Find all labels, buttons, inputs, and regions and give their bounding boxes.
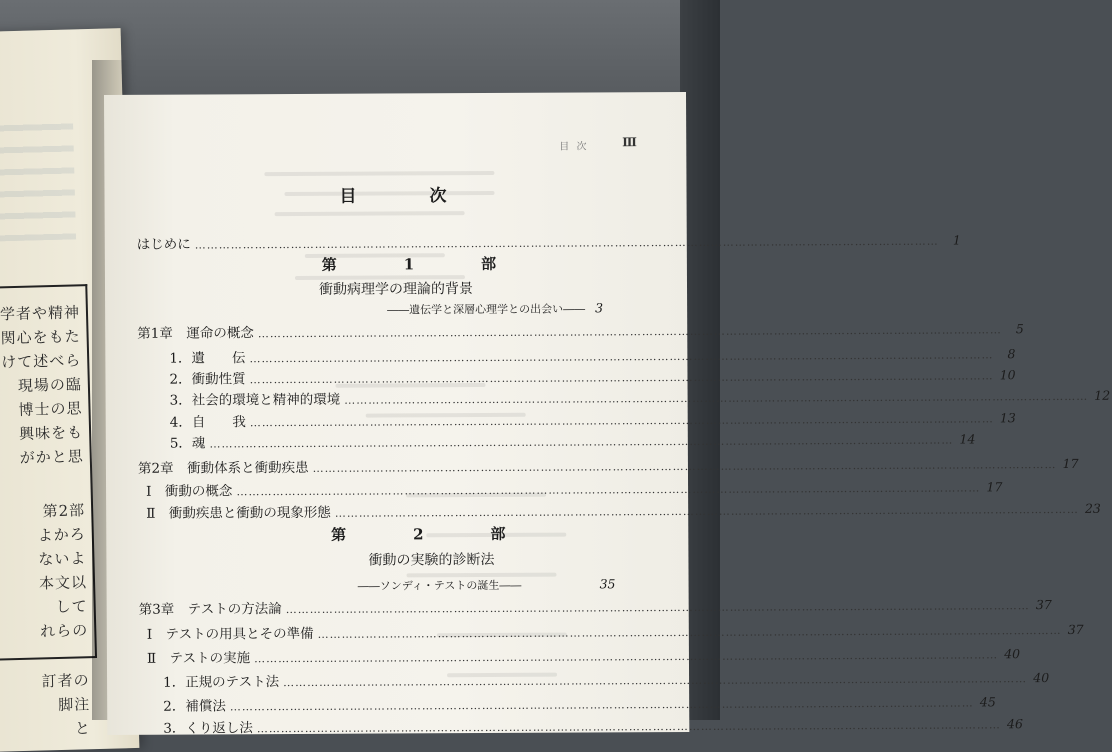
toc-entry-page: 35	[599, 576, 616, 592]
toc-entry-section	[146, 499, 1101, 522]
leader-dots: ……………………………………………………………………………………………………………………………………………………………………	[283, 672, 1028, 690]
left-text-line: 本文以	[38, 573, 88, 593]
toc-entry-section	[169, 386, 1111, 409]
toc-entry-label: 1．正規のテスト法	[163, 674, 280, 691]
toc-entry-page: 8	[1007, 346, 1016, 362]
leader-dots: ……………………………………………………………………………………………………………………………………………………………………	[344, 389, 1089, 407]
toc-entry-section	[169, 429, 976, 452]
toc-entry-page: 14	[959, 431, 976, 447]
toc-entry-page: 23	[1084, 500, 1101, 516]
toc-page	[104, 92, 1111, 737]
toc-entry-label: Ⅱ 衝動疾患と衝動の現象形態	[146, 504, 331, 522]
toc-entry-chapter	[137, 319, 1024, 342]
left-text-line: 第2部	[42, 501, 86, 521]
left-text-line: ないよ	[38, 549, 87, 569]
toc-entry-page: 13	[999, 410, 1016, 426]
toc-entry-label: 第2章 衝動体系と衝動疾患	[137, 459, 309, 477]
part-heading: 第 1 部	[321, 254, 523, 274]
toc-entry-label: 5．魂	[169, 435, 206, 452]
toc-entry-chapter	[138, 595, 1052, 618]
leader-dots: ……………………………………………………………………………………………………………………………………………………………………	[229, 696, 974, 714]
toc-entry-page: 17	[1062, 455, 1079, 471]
toc-entry-page: 10	[999, 367, 1016, 383]
part-title: 衝動病理学の理論的背景	[318, 281, 474, 298]
toc-entry-section	[163, 714, 1023, 737]
left-text-line: 興味をも	[18, 423, 84, 443]
leader-dots: ……………………………………………………………………………………………………………………………………………………………………	[249, 412, 994, 430]
toc-title: 目 次	[339, 186, 475, 207]
leader-dots: ……………………………………………………………………………………………………………………………………………………………………	[249, 369, 994, 387]
bleed-through-text	[264, 171, 494, 176]
leader-dots: ……………………………………………………………………………………………………………………………………………………………………	[209, 433, 954, 451]
leader-dots: ……………………………………………………………………………………………………………………………………………………………………	[312, 458, 1057, 475]
toc-entry-section	[163, 668, 1050, 691]
toc-entry-label: 3．社会的環境と精神的環境	[169, 391, 341, 409]
leader-dots: ……………………………………………………………………………………………………………………………………………………………………	[236, 481, 981, 499]
left-text-line: と	[74, 719, 92, 738]
toc-entry-label: はじめに	[136, 236, 191, 253]
part-subtitle: ――ソンディ・テストの誕生――	[357, 578, 522, 593]
toc-entry-label: 1．遺 伝	[169, 350, 246, 367]
toc-entry-label: Ⅰ テストの用具とその準備	[146, 625, 314, 643]
leader-dots: ……………………………………………………………………………………………………………………………………………………………………	[249, 348, 994, 366]
left-text-line: 脚注	[57, 695, 91, 715]
left-text-line: がかと思	[19, 447, 84, 467]
left-text-line: けて述べら	[1, 351, 82, 372]
part-heading: 第 2 部	[331, 524, 532, 544]
toc-entry-section	[169, 365, 1016, 388]
toc-entry-section	[163, 692, 996, 715]
left-text-line: 関心をもた	[0, 327, 81, 348]
toc-entry-label: Ⅱ テストの実施	[146, 650, 251, 667]
toc-entry-label: 3．くり返し法	[163, 720, 253, 737]
toc-entry-page: 1	[952, 232, 961, 248]
toc-entry-section	[146, 644, 1021, 667]
toc-entry-label: Ⅰ 衝動の概念	[146, 483, 233, 500]
toc-entry-section	[146, 620, 1084, 643]
leader-dots: ……………………………………………………………………………………………………………………………………………………………………	[334, 502, 1079, 520]
leader-dots: ……………………………………………………………………………………………………………………………………………………………………	[254, 648, 999, 666]
toc-entry-page: 3	[595, 300, 604, 316]
bleed-through-text	[0, 119, 76, 241]
toc-entry-chapter	[137, 454, 1079, 477]
toc-entry-section	[146, 477, 1003, 500]
toc-entry-label: 2．衝動性質	[169, 371, 246, 388]
leader-dots: ……………………………………………………………………………………………………………………………………………………………………	[257, 323, 1002, 341]
left-text-line: 学者や精神	[0, 303, 81, 324]
toc-entry-label: 4．自 我	[169, 414, 246, 431]
toc-entry-label: 2．補償法	[163, 698, 226, 715]
toc-entry-section	[169, 408, 1016, 431]
toc-entry-page: 12	[1094, 387, 1111, 403]
toc-entry-page: 17	[986, 479, 1003, 495]
leader-dots: ……………………………………………………………………………………………………………………………………………………………………	[194, 234, 939, 252]
left-text-line: 博士の思	[18, 399, 83, 419]
toc-entry-page: 40	[1004, 646, 1021, 662]
leader-dots: ……………………………………………………………………………………………………………………………………………………………………	[256, 718, 1001, 736]
left-text-line: して	[55, 597, 88, 617]
leader-dots: ……………………………………………………………………………………………………………………………………………………………………	[317, 623, 1062, 641]
toc-entry-section	[169, 344, 1016, 367]
part-subtitle: ――遺伝学と深層心理学との出会い――	[387, 302, 586, 317]
page-number-roman: Ⅲ	[622, 135, 637, 150]
left-text-line: よかろ	[37, 525, 87, 545]
toc-entry-page: 40	[1033, 670, 1050, 686]
toc-entry-label: 第1章 運命の概念	[137, 325, 254, 342]
toc-entry-label: 第3章 テストの方法論	[138, 601, 282, 618]
toc-entry-page: 37	[1067, 621, 1084, 637]
toc-entry-intro	[136, 230, 961, 253]
left-text-line: れらの	[40, 621, 89, 641]
running-head: 目 次	[559, 141, 589, 153]
toc-entry-page: 45	[979, 694, 996, 710]
toc-entry-page: 37	[1035, 597, 1052, 613]
part-title: 衝動の実験的診断法	[368, 551, 495, 569]
leader-dots: ……………………………………………………………………………………………………………………………………………………………………	[285, 599, 1030, 617]
left-text-line: 現場の臨	[17, 375, 83, 395]
toc-entry-page: 46	[1006, 716, 1023, 732]
toc-entry-page: 5	[1015, 321, 1024, 337]
left-text-line: 訂者の	[41, 671, 90, 691]
bleed-through-text	[275, 211, 465, 216]
